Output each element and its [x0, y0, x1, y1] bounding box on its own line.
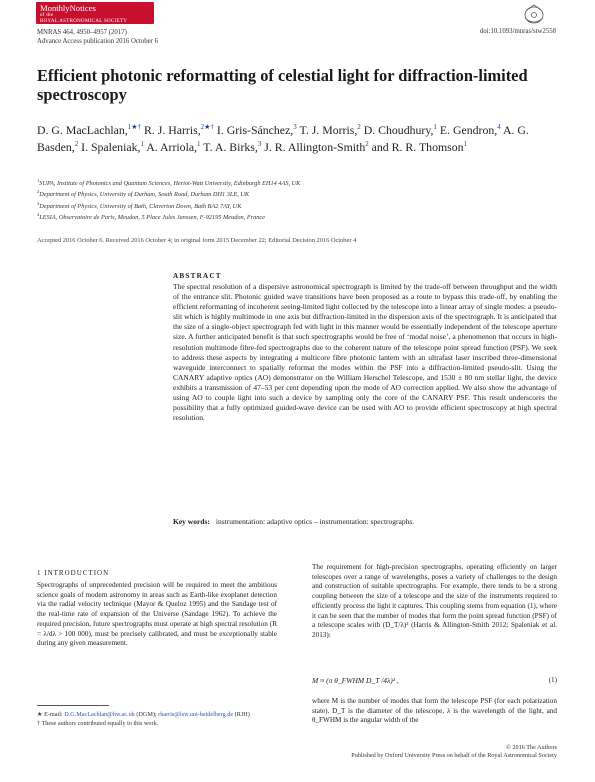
author-name: E. Gendron, [439, 123, 498, 137]
email-link-maclachlan[interactable]: D.G.MacLachlan@hw.ac.uk [64, 711, 135, 718]
affiliation-text: LESIA, Observatoire de Paris, Meudon, 5 Place Jules Janssen, F-92195 Meudon, France [39, 214, 266, 222]
author-name: R. J. Harris, [143, 123, 201, 137]
author [203, 140, 261, 154]
author-name: I. Spaleniak, [81, 139, 141, 154]
author-affiliation-marker[interactable]: 1 [433, 123, 437, 132]
author-affiliation-marker[interactable]: 2 [357, 123, 361, 132]
email-link-harris[interactable]: rharris@lsw.uni-heidelberg.de [158, 711, 234, 718]
affiliation-number: 3 [37, 200, 40, 206]
author [440, 123, 501, 137]
keywords-text: instrumentation: adaptive optics – instrumentation: spectrographs. [215, 517, 415, 526]
ras-crest-icon [513, 2, 555, 28]
author-name: A. G. Basden, [37, 123, 529, 154]
author-affiliation-marker[interactable]: 4 [497, 123, 501, 132]
author-name: I. Gris-Sánchez, [216, 123, 294, 137]
author [81, 140, 144, 154]
citation-block [37, 28, 158, 46]
author [146, 140, 200, 154]
affiliation-text: Department of Physics, University of Durham, South Road, Durham DH1 3LE, UK [39, 191, 250, 199]
equation-1-text: M ≈ (π θ_FWHM D_T /4λ)² , [312, 676, 399, 685]
footnote-rule [37, 705, 109, 706]
email-owner-2: (RJH) [234, 711, 250, 718]
equation-1 [312, 676, 557, 685]
affiliation [37, 188, 557, 199]
author-name: and R. R. Thomson [371, 139, 464, 154]
author [37, 123, 141, 137]
doi[interactable]: doi:10.1093/mnras/stw2558 [479, 28, 556, 35]
author-affiliation-marker[interactable]: 1 [140, 139, 144, 148]
author-affiliation-marker[interactable]: 3 [257, 139, 262, 148]
author-affiliation-marker[interactable]: 1 [463, 139, 468, 148]
intro-paragraph-right: The requirement for high-precision spectrographs, operating efficiently on larger telescopes over a range of wavelengths, poses a variety of challenges to the design and construction of suitable spectrographs. For example, there tends to be a strong coupling between the size of a telescope and the size of the instruments required to efficiently process the light it captures. This coupling stems from equation (1), where it can be seen that the number of modes that form the point spread function (PSF) of a telescope scales with (D_T/λ)² (Harris & Allington-Smith 2012; Spaleniak et al. 2013): [312, 563, 557, 639]
intro-paragraph-right-continued: where M is the number of modes that form the telescope PSF (for each polarization state). D_T is the diameter of the telescope, λ is the wavelength of the light, and θ_FWHM is the angular width of the [312, 697, 557, 725]
author-affiliation-marker[interactable]: 2 [74, 139, 79, 148]
copyright [351, 744, 557, 761]
author [264, 140, 368, 154]
author [217, 123, 297, 137]
author-affiliation-marker[interactable]: 3 [293, 123, 297, 132]
citation: MNRAS 464, 4950–4957 (2017) [37, 29, 127, 36]
author-name: J. R. Allington-Smith [264, 139, 366, 154]
footnote-equal-contribution: † These authors contributed equally to this work. [37, 719, 159, 727]
journal-society: ROYAL ASTRONOMICAL SOCIETY [40, 19, 128, 24]
author-affiliation-marker[interactable]: 2★† [200, 123, 214, 132]
author-name: T. A. Birks, [203, 139, 258, 154]
affiliation [37, 177, 557, 188]
author-name: T. J. Morris, [299, 123, 358, 137]
author-list [37, 122, 557, 155]
access-date: Advance Access publication 2016 October 6 [37, 38, 158, 45]
keywords-label: Key words: [173, 517, 210, 526]
author [364, 123, 437, 137]
journal-logo-text [40, 3, 127, 25]
affiliation-text: SUPA, Institute of Photonics and Quantum Sciences, Heriot-Watt University, Edinburgh EH14 4AS, UK [39, 180, 301, 188]
section-heading-introduction: 1 INTRODUCTION [37, 569, 110, 577]
keywords [173, 517, 557, 526]
email-label: ★ E-mail: [37, 711, 63, 718]
author [299, 123, 360, 137]
author-affiliation-marker[interactable]: 1★† [127, 123, 142, 132]
publication-dates: Accepted 2016 October 6. Received 2016 October 4; in original form 2015 December 22; Editorial Decision 2016 October 4 [37, 237, 357, 244]
abstract-body: The spectral resolution of a dispersive astronomical spectrograph is limited by the trade-off between throughput and the width of the entrance slit. Photonic guided wave transitions have been proposed as a route to bypass this trade-off, by enabling the efficient reformatting of incoherent seeing-limited light collected by the telescope into a linear array of single modes: a pseudo-slit which is highly multimode in one axis but diffraction-limited in the dispersion axis of the spectrograph. It is anticipated that the size of a single-object spectrograph fed with light in this manner would be essentially independent of the telescope aperture size. A further anticipated benefit is that such spectrographs would be free of ‘modal noise’, a phenomenon that occurs in high-resolution multimode fibre-fed spectrographs due to the coherent nature of the telescope point spread function (PSF). We seek to address these aspects by integrating a multicore fibre photonic lantern with an ultrafast laser inscribed three-dimensional waveguide interconnect to spatially reformat the modes within the PSF into a diffraction-limited pseudo-slit. Using the CANARY adaptive optics (AO) demonstrator on the William Herschel Telescope, and 1530 ± 80 nm stellar light, the device exhibits a transmission of 47–53 per cent depending upon the mode of AO correction applied. We also show the advantage of using AO to couple light into such a device by sampling only the core of the CANARY PSF. This result underscores the possibility that a fully optimized guided-wave device can be used with AO to provide efficient spectroscopy at high spectral resolution. [173, 282, 557, 423]
affiliations [37, 177, 557, 223]
affiliation-number: 2 [37, 189, 40, 195]
affiliation-number: 1 [37, 178, 40, 183]
author-affiliation-marker[interactable]: 2 [365, 139, 369, 148]
journal-of: of the [40, 13, 54, 18]
author-name: A. Arriola, [146, 139, 198, 154]
footnote-email [37, 711, 277, 720]
equation-1-number: (1) [548, 676, 557, 684]
affiliation [37, 200, 557, 211]
author-affiliation-marker[interactable]: 1 [197, 139, 201, 148]
author [372, 140, 467, 154]
author [144, 123, 214, 137]
copyright-line-1: © 2016 The Authors [506, 744, 557, 751]
journal-name: MonthlyNotices [40, 3, 96, 13]
affiliation-text: Department of Physics, University of Bath, Claverton Down, Bath BA2 7AY, UK [39, 202, 242, 210]
abstract-heading: ABSTRACT [173, 272, 222, 280]
affiliation-number: 4 [37, 212, 40, 218]
author-name: D. Choudhury, [363, 123, 434, 137]
intro-paragraph-left: Spectrographs of unprecedented precision will be required to meet the ambitious science goals of modern astronomy in areas such as Earth-like exoplanet detection via the radial velocity technique (Mayor & Queloz 1995) and the Sandage test of the real-time rate of expansion of the Universe (Sandage 1962). To achieve the required precision, future spectrographs must operate at high spectral resolution (R = λ/dλ > 100 000), must be precisely calibrated, and must be exceptionally stable during any given measurement. [37, 581, 277, 648]
copyright-line-2: Published by Oxford University Press on behalf of the Royal Astronomical Society [351, 752, 557, 760]
footnotes [37, 711, 277, 728]
affiliation [37, 211, 557, 222]
author-name: D. G. MacLachlan, [37, 123, 128, 137]
paper-title: Efficient photonic reformatting of celestial light for diffraction-limited spectroscopy [37, 66, 528, 104]
email-owner-1: (DGM); [136, 711, 157, 718]
